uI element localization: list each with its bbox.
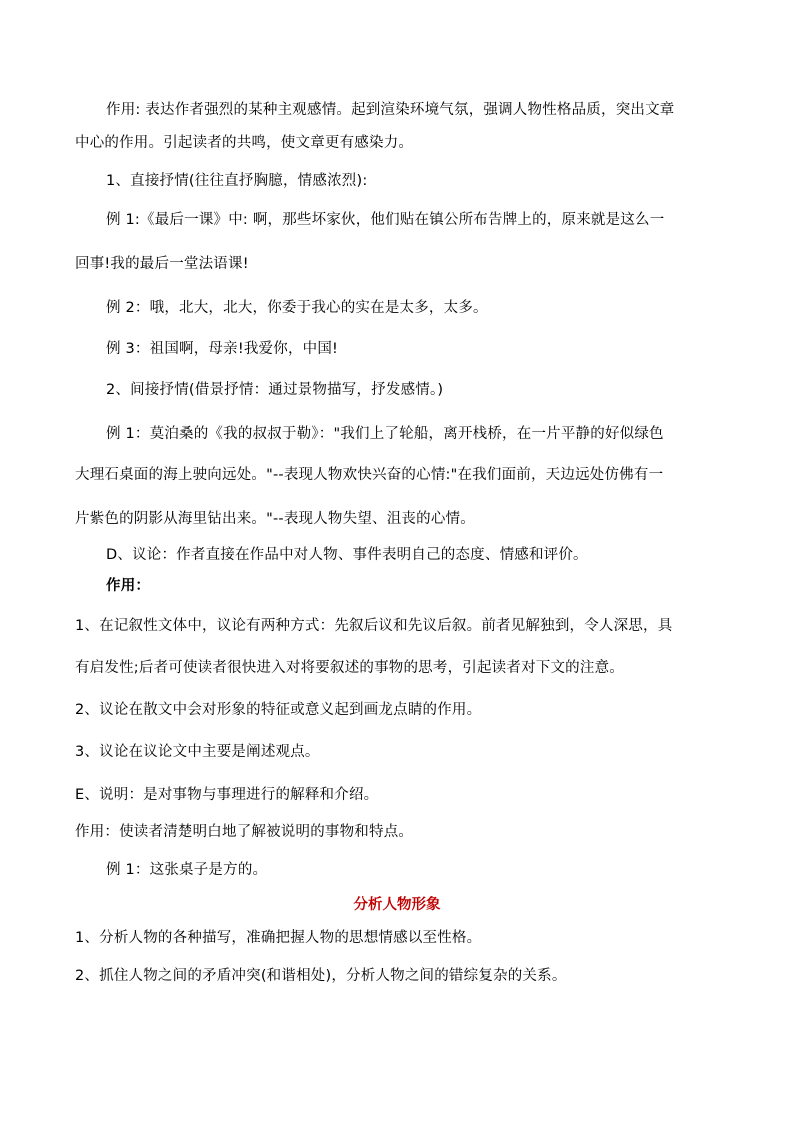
paragraph-line: 1、直接抒情(往往直抒胸臆，情感浓烈): — [106, 173, 368, 189]
paragraph-line: 1、分析人物的各种描写，准确把握人物的思想情感以至性格。 — [75, 930, 482, 946]
paragraph-line: 有启发性;后者可使读者很快进入对将要叙述的事物的思考，引起读者对下文的注意。 — [75, 660, 624, 676]
paragraph-line: 例 3：祖国啊，母亲!我爱你，中国! — [106, 341, 339, 357]
paragraph-line: 例 1：这张桌子是方的。 — [106, 862, 268, 878]
section-heading: 分析人物形象 — [353, 897, 441, 913]
section-label: 作用： — [106, 578, 151, 594]
paragraph-line: 作用：使读者清楚明白地了解被说明的事物和特点。 — [75, 824, 414, 840]
paragraph-line: E、说明：是对事物与事理进行的解释和介绍。 — [75, 787, 379, 803]
paragraph-line: 2、议论在散文中会对形象的特征或意义起到画龙点睛的作用。 — [75, 702, 482, 718]
paragraph-line: 1、在记叙性文体中，议论有两种方式：先叙后议和先议后叙。前者见解独到，令人深思，具 — [75, 618, 673, 634]
paragraph-line: 2、抓住人物之间的矛盾冲突(和谐相处)，分析人物之间的错综复杂的关系。 — [75, 968, 567, 984]
paragraph-line: D、议论：作者直接在作品中对人物、事件表明自己的态度、情感和评价。 — [106, 547, 588, 563]
paragraph-line: 3、议论在议论文中主要是阐述观点。 — [75, 744, 320, 760]
paragraph-line: 例 1：莫泊桑的《我的叔叔于勒》："我们上了轮船，离开栈桥，在一片平静的好似绿色 — [106, 426, 664, 442]
paragraph-line: 中心的作用。引起读者的共鸣，使文章更有感染力。 — [75, 135, 414, 151]
paragraph-line: 例 1:《最后一课》中: 啊，那些坏家伙，他们贴在镇公所布告牌上的，原来就是这么一 — [106, 212, 665, 228]
paragraph-line: 2、间接抒情(借景抒情：通过景物描写，抒发感情。) — [106, 382, 444, 398]
paragraph-line: 回事!我的最后一堂法语课! — [75, 256, 249, 272]
paragraph-line: 作用: 表达作者强烈的某种主观感情。起到渲染环境气氛，强调人物性格品质，突出文章 — [106, 102, 675, 118]
paragraph-line: 例 2：哦，北大，北大，你委于我心的实在是太多，太多。 — [106, 300, 488, 316]
paragraph-line: 大理石桌面的海上驶向远处。"--表现人物欢快兴奋的心情:"在我们面前，天边远处仿佛有一 — [75, 467, 664, 483]
paragraph-line: 片紫色的阴影从海里钻出来。"--表现人物失望、沮丧的心情。 — [75, 511, 475, 527]
